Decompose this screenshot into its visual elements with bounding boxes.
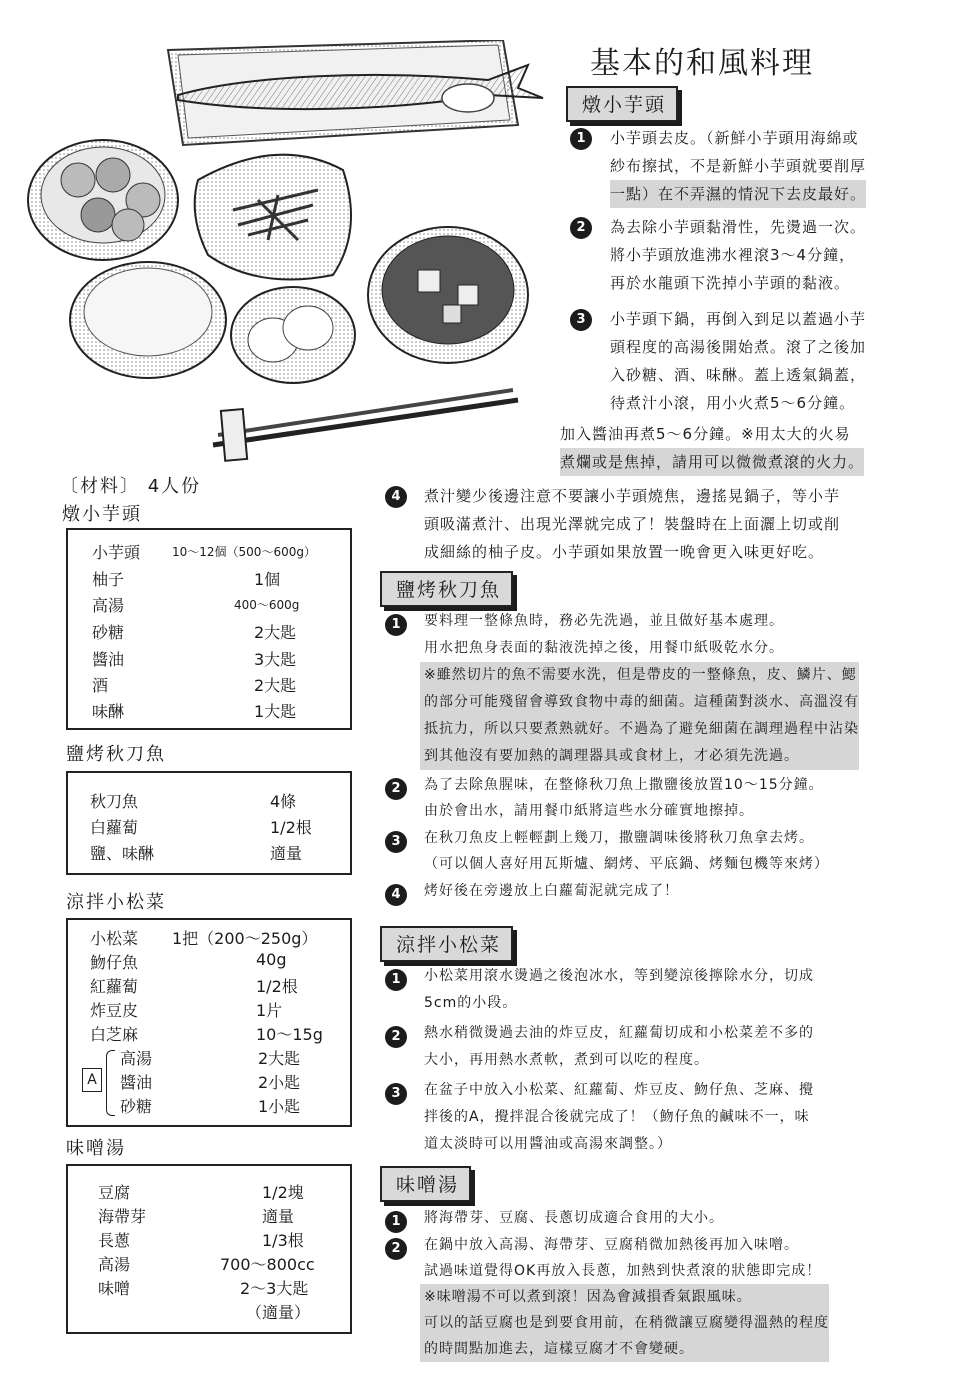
ingredient-box-taro: 小芋頭 10～12個（500～600g） 柚子 1個 高湯 400～600g 砂糖 2大匙 醬油 3大匙 酒 2大匙 味醂 1大匙 xyxy=(66,528,352,730)
step-number: 1 xyxy=(385,969,407,991)
group-a-mark: A xyxy=(82,1068,102,1092)
side-dish-icon xyxy=(195,155,351,280)
recipe-step: 煮汁變少後邊注意不要讓小芋頭燒焦，邊搖晃鍋子，等小芋 頭吸滿煮汁、出現光澤就完成了！裝盤時在上面灑上切或削 成細絲的柚子皮。小芋頭如果放置一晚會更入味更好吃。 xyxy=(424,487,841,561)
fish-plate-icon xyxy=(168,40,543,145)
step-number: 2 xyxy=(385,778,407,800)
recipe-step: 熱水稍微燙過去油的炸豆皮，紅蘿蔔切成和小松菜差不多的 大小，再用熱水煮軟，煮到可以吃的程度。 xyxy=(424,1025,814,1068)
rice-bowl-icon xyxy=(70,262,226,378)
ingredient-group-title: 鹽烤秋刀魚 xyxy=(66,744,166,765)
step-number: 1 xyxy=(570,128,592,150)
miso-soup-icon xyxy=(368,227,528,363)
section-label-komatsuna: 涼拌小松菜 xyxy=(380,926,513,962)
daikon-plate-icon xyxy=(231,287,355,383)
recipe-step: 在秋刀魚皮上輕輕劃上幾刀，撒鹽調味後將秋刀魚拿去烤。 （可以個人喜好用瓦斯爐、網烤、平底鍋、烤麵包機等來烤） xyxy=(424,830,829,872)
recipe-step: 在盆子中放入小松菜、紅蘿蔔、炸豆皮、魩仔魚、芝麻、攪 拌後的A，攪拌混合後就完成了！（魩仔魚的鹹味不一，味 道太淡時可以用醬油或高湯來調整。） xyxy=(424,1082,814,1152)
recipe-step: 要料理一整條魚時，務必先洗過，並且做好基本處理。 用水把魚身表面的黏液洗掉之後，用餐巾紙吸乾水分。 ※雖然切片的魚不需要水洗，但是帶皮的一整條魚，皮、鱗片、鰓 的部分可能殘留會導致食物中毒的細菌。這種菌對淡水、高溫沒有 抵抗力，所以只要煮熟就好。不過為了避免細菌在調理過程中沾染 到其他沒有要加熱的調理器具或食材上，才必須先洗過。 xyxy=(424,608,859,770)
step-number: 3 xyxy=(570,309,592,331)
ingredient-box-komatsuna: 小松菜 1把（200～250g） 魩仔魚 40g 紅蘿蔔 1/2根 炸豆皮 1片 白芝麻 10～15g A 高湯 2大匙 醬油 2小匙 砂糖 1小匙 xyxy=(66,918,352,1127)
brace-icon xyxy=(106,1050,115,1116)
section-label-miso: 味噌湯 xyxy=(380,1166,471,1202)
recipe-step: 為了去除魚腥味，在整條秋刀魚上撒鹽後放置10～15分鐘。 由於會出水，請用餐巾紙將這些水分確實地擦掉。 xyxy=(424,777,824,819)
recipe-step: 將海帶芽、豆腐、長蔥切成適合食用的大小。 xyxy=(424,1210,724,1226)
step-number: 1 xyxy=(385,614,407,636)
step-number: 1 xyxy=(385,1211,407,1233)
ingredient-box-miso: 豆腐 1/2塊 海帶芽 適量 長蔥 1/3根 高湯 700～800cc 味噌 2～3大匙 （適量） xyxy=(66,1164,352,1334)
step-number: 2 xyxy=(385,1238,407,1260)
section-label-saury: 鹽烤秋刀魚 xyxy=(380,571,513,607)
ingredient-group-title: 燉小芋頭 xyxy=(62,504,142,525)
recipe-step-note: 加入醬油再煮5～6分鐘。※用太大的火易 煮爛或是焦掉，請用可以微微煮滾的火力。 xyxy=(560,420,864,476)
recipe-step: 為去除小芋頭黏滑性，先燙過一次。 將小芋頭放進沸水裡滾3～4分鐘， 再於水龍頭下洗掉小芋頭的黏液。 xyxy=(610,218,867,292)
recipe-step: 小芋頭下鍋，再倒入到足以蓋過小芋 頭程度的高湯後開始煮。滾了之後加 入砂糖、酒、味醂。蓋上透氣鍋蓋， 待煮汁小滾，用小火煮5～6分鐘。 xyxy=(610,310,867,412)
recipe-step: 烤好後在旁邊放上白蘿蔔泥就完成了！ xyxy=(424,883,679,899)
ingredient-box-saury: 秋刀魚 4條 白蘿蔔 1/2根 鹽、味醂 適量 xyxy=(66,771,352,875)
step-number: 4 xyxy=(385,884,407,906)
step-number: 3 xyxy=(385,831,407,853)
recipe-step: 小芋頭去皮。（新鮮小芋頭用海綿或 紗布擦拭，不是新鮮小芋頭就要削厚 一點）在不弄濕的情況下去皮最好。 xyxy=(610,124,866,208)
page-title: 基本的和風料理 xyxy=(590,46,814,81)
ingredient-group-title: 涼拌小松菜 xyxy=(66,892,166,913)
section-label-taro: 燉小芋頭 xyxy=(566,86,678,122)
meal-illustration xyxy=(18,40,558,470)
chopsticks-icon xyxy=(213,390,518,461)
step-number: 4 xyxy=(385,486,407,508)
step-number: 2 xyxy=(385,1026,407,1048)
ingredient-group-title: 味噌湯 xyxy=(66,1138,126,1159)
recipe-step: 在鍋中放入高湯、海帶芽、豆腐稍微加熱後再加入味噌。 試過味道覺得OK再放入長蔥，加熱到快煮滾的狀態即完成！ ※味噌湯不可以煮到滾！因為會減損香氣跟風味。 可以的話豆腐也是到要食用前，在稍微讓豆腐變得溫熱的程度 的時間點加進去，這樣豆腐才不會變硬。 xyxy=(424,1232,829,1362)
recipe-step: 小松菜用滾水燙過之後泡冰水，等到變涼後擰除水分，切成 5cm的小段。 xyxy=(424,968,814,1011)
step-number: 2 xyxy=(570,217,592,239)
taro-bowl-icon xyxy=(28,140,178,260)
step-number: 3 xyxy=(385,1083,407,1105)
ingredients-header: 〔材料〕 4人份 xyxy=(60,476,202,497)
